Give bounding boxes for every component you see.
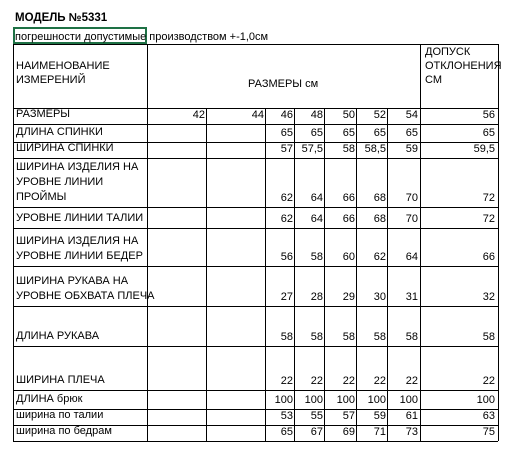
size-value-cell[interactable]: 57 — [280, 143, 293, 155]
row-label-line: ширина по талии — [16, 409, 104, 421]
size-value-cell[interactable]: 65 — [342, 127, 355, 139]
size-value-cell[interactable]: 100 — [274, 394, 293, 406]
size-value-cell[interactable]: 58 — [310, 331, 323, 343]
size-value-cell[interactable]: 66 — [482, 251, 495, 263]
size-value-cell[interactable]: 100 — [367, 394, 386, 406]
size-value-cell[interactable]: 100 — [476, 394, 495, 406]
row-label-line: ШИРИНА ИЗДЕЛИЯ НА — [16, 235, 139, 247]
grid-line-vertical — [147, 44, 148, 441]
size-value-cell[interactable]: 58 — [310, 251, 323, 263]
row-label-line: УРОВНЕ ОБХВАТА ПЛЕЧА — [16, 290, 155, 302]
size-value-cell[interactable]: 22 — [310, 375, 323, 387]
size-value-cell[interactable]: 70 — [405, 192, 418, 204]
row-label-line: УРОВНЕ ЛИНИИ БЕДЕР — [16, 250, 143, 262]
row-label-line: ПРОЙМЫ — [16, 191, 67, 203]
size-value-cell[interactable]: 64 — [405, 251, 418, 263]
size-value-cell[interactable]: 64 — [310, 192, 323, 204]
size-value-cell[interactable]: 57 — [342, 410, 355, 422]
size-value-cell[interactable]: 59,5 — [473, 143, 495, 155]
size-value-cell[interactable]: 27 — [280, 291, 293, 303]
grid-line-vertical — [265, 108, 266, 441]
grid-line-vertical — [387, 108, 388, 441]
row-label-line: ШИРИНА ИЗДЕЛИЯ НА — [16, 161, 139, 173]
size-value-cell[interactable]: 22 — [482, 375, 495, 387]
size-value-cell[interactable]: 62 — [280, 192, 293, 204]
grid-line-horizontal — [13, 346, 498, 347]
size-value-cell[interactable]: 58 — [342, 143, 355, 155]
header-measurement-name — [16, 59, 110, 87]
size-value-cell[interactable]: 61 — [405, 410, 418, 422]
size-value-cell[interactable]: 59 — [373, 410, 386, 422]
size-value-cell[interactable]: 66 — [342, 213, 355, 225]
grid-line-horizontal — [13, 306, 498, 307]
size-value-cell[interactable]: 29 — [342, 291, 355, 303]
size-value-cell[interactable]: 100 — [336, 394, 355, 406]
grid-line-vertical — [324, 108, 325, 441]
size-value-cell[interactable]: 62 — [280, 213, 293, 225]
row-label-line: РАЗМЕРЫ — [16, 108, 71, 120]
size-value-cell[interactable]: 46 — [280, 109, 293, 121]
row-label — [16, 126, 103, 141]
size-value-cell[interactable]: 72 — [482, 192, 495, 204]
size-value-cell[interactable]: 65 — [405, 127, 418, 139]
size-value-cell[interactable]: 57,5 — [301, 143, 323, 155]
header-measurement-name-line: ИЗМЕРЕНИЙ — [16, 74, 86, 86]
size-value-cell[interactable]: 70 — [405, 213, 418, 225]
model-title: МОДЕЛЬ №5331 — [15, 12, 108, 24]
row-label — [16, 374, 105, 389]
size-value-cell[interactable]: 66 — [342, 192, 355, 204]
size-value-cell[interactable]: 58 — [373, 331, 386, 343]
row-label — [16, 108, 70, 123]
size-value-cell[interactable]: 59 — [405, 143, 418, 155]
size-value-cell[interactable]: 65 — [310, 127, 323, 139]
size-value-cell[interactable]: 62 — [373, 251, 386, 263]
size-value-cell[interactable]: 100 — [304, 394, 323, 406]
size-value-cell[interactable]: 58 — [280, 331, 293, 343]
row-label — [16, 409, 103, 424]
row-label — [16, 425, 112, 440]
grid-line-horizontal — [13, 158, 498, 159]
grid-line-horizontal — [13, 266, 498, 267]
grid-line-vertical — [420, 44, 421, 441]
row-label — [16, 235, 143, 265]
row-label — [16, 161, 138, 206]
size-value-cell[interactable]: 68 — [373, 213, 386, 225]
size-value-cell[interactable]: 28 — [310, 291, 323, 303]
row-label — [16, 275, 155, 305]
grid-line-horizontal — [13, 124, 498, 125]
size-value-cell[interactable]: 63 — [482, 410, 495, 422]
size-value-cell[interactable]: 65 — [373, 127, 386, 139]
size-value-cell[interactable]: 22 — [405, 375, 418, 387]
size-value-cell[interactable]: 32 — [482, 291, 495, 303]
row-label-line: ШИРИНА ПЛЕЧА — [16, 374, 105, 386]
row-label-line: ДЛИНА РУКАВА — [16, 330, 100, 342]
grid-line-vertical — [294, 108, 295, 441]
grid-line-horizontal — [13, 441, 498, 442]
size-value-cell[interactable]: 31 — [405, 291, 418, 303]
size-value-cell[interactable]: 22 — [373, 375, 386, 387]
size-value-cell[interactable]: 75 — [482, 426, 495, 438]
row-label-line: УРОВНЕ ЛИНИИ ТАЛИИ — [16, 212, 144, 224]
size-value-cell[interactable]: 50 — [342, 109, 355, 121]
row-label-line: ШИРИНА РУКАВА НА — [16, 275, 129, 287]
size-value-cell[interactable]: 55 — [310, 410, 323, 422]
size-value-cell[interactable]: 22 — [342, 375, 355, 387]
size-value-cell[interactable]: 73 — [405, 426, 418, 438]
size-value-cell[interactable]: 44 — [251, 109, 264, 121]
size-value-cell[interactable]: 72 — [482, 213, 495, 225]
size-value-cell[interactable]: 64 — [310, 213, 323, 225]
size-value-cell[interactable]: 65 — [280, 426, 293, 438]
size-value-cell[interactable]: 58 — [342, 331, 355, 343]
grid-line-vertical — [206, 108, 207, 441]
grid-line-horizontal — [13, 44, 498, 45]
row-label — [16, 212, 143, 227]
row-label-line: ШИРИНА СПИНКИ — [16, 142, 114, 154]
header-sizes: РАЗМЕРЫ см — [248, 78, 319, 90]
row-label — [16, 330, 99, 345]
header-measurement-name-line: НАИМЕНОВАНИЕ — [16, 60, 110, 72]
size-value-cell[interactable]: 30 — [373, 291, 386, 303]
size-value-cell[interactable]: 58,5 — [364, 143, 386, 155]
grid-line-horizontal — [13, 228, 498, 229]
size-value-cell[interactable]: 42 — [192, 109, 205, 121]
size-value-cell[interactable]: 58 — [405, 331, 418, 343]
size-value-cell[interactable]: 53 — [280, 410, 293, 422]
size-value-cell[interactable]: 67 — [310, 426, 323, 438]
size-value-cell[interactable]: 100 — [399, 394, 418, 406]
size-value-cell[interactable]: 69 — [342, 426, 355, 438]
size-value-cell[interactable]: 22 — [280, 375, 293, 387]
grid-line-horizontal — [13, 390, 498, 391]
header-tolerance-line: ДОПУСК — [425, 46, 471, 58]
size-value-cell[interactable]: 56 — [280, 251, 293, 263]
row-label-line: ДЛИНА брюк — [16, 393, 83, 405]
row-label — [16, 142, 114, 157]
grid-line-vertical — [356, 108, 357, 441]
header-tolerance — [425, 45, 502, 87]
size-value-cell[interactable]: 54 — [405, 109, 418, 121]
grid-line-vertical — [13, 44, 14, 441]
grid-line-horizontal — [13, 207, 498, 208]
size-value-cell[interactable]: 48 — [310, 109, 323, 121]
grid-line-vertical — [498, 44, 499, 441]
row-label-line: УРОВНЕ ЛИНИИ — [16, 176, 104, 188]
row-label — [16, 393, 82, 408]
size-value-cell[interactable]: 60 — [342, 251, 355, 263]
header-tolerance-line: ОТКЛОНЕНИЯ — [425, 60, 502, 72]
size-value-cell[interactable]: 68 — [373, 192, 386, 204]
row-label-line: ДЛИНА СПИНКИ — [16, 126, 103, 138]
size-value-cell[interactable]: 65 — [280, 127, 293, 139]
size-value-cell[interactable]: 52 — [373, 109, 386, 121]
size-value-cell[interactable]: 56 — [482, 109, 495, 121]
header-tolerance-line: СМ — [425, 74, 442, 86]
row-label-line: ширина по бедрам — [16, 425, 112, 437]
size-value-cell[interactable]: 65 — [482, 127, 495, 139]
tolerance-note: погрешности допустимые производством +-1,0см — [15, 31, 269, 43]
size-value-cell[interactable]: 58 — [482, 331, 495, 343]
size-value-cell[interactable]: 71 — [373, 426, 386, 438]
